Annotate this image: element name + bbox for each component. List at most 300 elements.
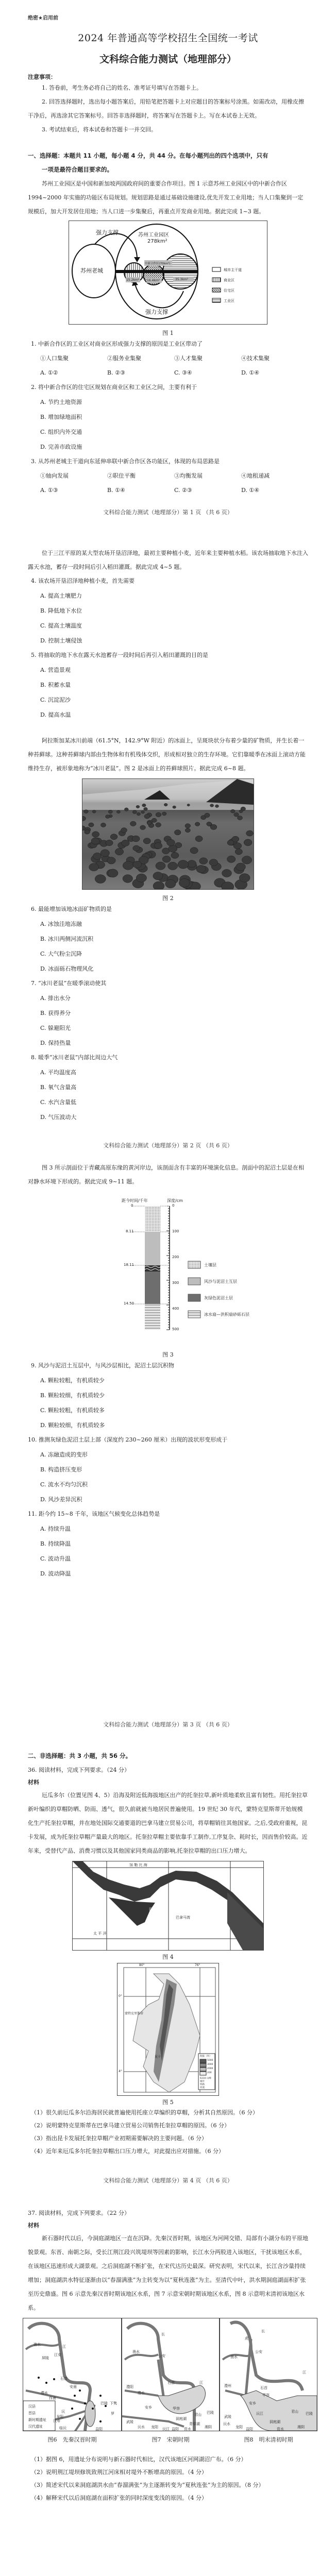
figure-2-caption: 图 2 [162, 895, 174, 902]
choice-item: ④地租递减 [241, 472, 270, 479]
moss-ball [169, 845, 177, 852]
map-label: 沅江 [256, 2412, 263, 2416]
lat-tick: 4° [119, 2070, 122, 2073]
option-c[interactable]: C. 组织内外交通 [40, 429, 82, 435]
option-a[interactable]: A. 冰蚀洼地冻融 [40, 921, 82, 927]
option-d[interactable]: D. 气压波动大 [40, 1114, 77, 1121]
page-footer: 文科综合能力测试（地理部分）第 1 页 （共 6 页） [103, 509, 233, 516]
moss-ball [210, 824, 217, 829]
moss-ball [132, 836, 140, 842]
time-tick: 18.11 [124, 1263, 135, 1267]
figure-8 [220, 2318, 317, 2444]
q36-material-label: 材料 [28, 1779, 39, 1786]
support-label-bottom: 强力支撑 [145, 309, 168, 315]
option-d[interactable]: D. 提高水温 [40, 711, 71, 718]
moss-ball [171, 852, 179, 858]
neolithic-site [38, 2377, 40, 2379]
neolithic-site [79, 2389, 81, 2392]
option-c[interactable]: C. ②③ [174, 487, 192, 494]
moss-ball [89, 823, 94, 827]
moss-ball-photo [82, 778, 254, 890]
choice-item: ③均衡发展 [174, 472, 203, 479]
moss-ball [244, 839, 252, 846]
moss-ball [234, 812, 239, 817]
moss-ball [246, 831, 254, 836]
map-label: 作唐 [49, 2396, 56, 2400]
moss-ball [164, 803, 167, 806]
map-label: 龙阳 [56, 2415, 63, 2419]
question-stem: 1. 中新合作区的工业区对商业区形成强力支撑的原因是工业区带动了 [31, 341, 203, 347]
map-label: 巴陵 [306, 2412, 313, 2416]
map-label: 临沅 [59, 2426, 66, 2430]
figure-6-caption: 图6 先秦汉晋时期 [47, 2436, 97, 2443]
neolithic-site [92, 2408, 94, 2410]
option-a[interactable]: A. 营造景观 [40, 667, 71, 673]
moss-ball [227, 840, 234, 845]
moss-ball [227, 856, 236, 862]
option-d[interactable]: D. 完善市政设施 [40, 444, 82, 450]
option-a[interactable]: A. 排出水分 [40, 995, 71, 1002]
moss-ball [236, 863, 246, 871]
option-c[interactable]: C. 提高土壤温度 [40, 622, 82, 629]
industrial-area-label: 35.3km² [175, 278, 189, 281]
time-tick: 0 [131, 1204, 133, 1208]
choice-item: ①轴向发展 [40, 472, 69, 479]
legend-level: 2000 [207, 2067, 213, 2070]
neolithic-site [99, 2395, 102, 2397]
option-a[interactable]: A. 冻融造成的变形 [40, 1451, 88, 1458]
moss-ball [156, 862, 165, 870]
city-montecristi: 蒙特克里斯蒂 [125, 2012, 144, 2015]
section-2-heading: 二、非选择题：共 3 小题，共 56 分。 [28, 1752, 132, 1759]
map-label: 安乡 [145, 2405, 152, 2410]
figure-5-svg [117, 1963, 219, 2095]
exam-page-4 [0, 1728, 336, 2184]
moss-ball [121, 828, 127, 833]
commercial-area-label: 15.2km² [126, 278, 140, 282]
q36-title: 36. 阅读材料，完成下列要求。（24 分） [28, 1767, 130, 1773]
soil-layer [145, 1206, 160, 1232]
moss-ball [215, 805, 219, 808]
legend-item: 城市 [200, 2080, 205, 2083]
question-7 [28, 976, 308, 1050]
question-10 [28, 1433, 308, 1507]
option-d[interactable]: D. 冰面砾石物理风化 [40, 965, 94, 972]
map-label: 澧水 [138, 2391, 145, 2395]
moss-ball [209, 859, 218, 866]
option-b[interactable]: B. 冰川两侧河流沉积 [40, 936, 94, 942]
option-b[interactable]: B. 持续降温 [40, 1540, 71, 1547]
moss-ball [140, 825, 146, 830]
option-a[interactable]: A. ①③ [40, 487, 58, 494]
option-c[interactable]: C. 水汽含量低 [40, 1099, 77, 1106]
dongting-maps [23, 2318, 315, 2444]
notice-item: 2. 回答选择题时，选出每小题答案后，用铅笔把答题卡上对应题目的答案标号涂黑。如需改动，用橡皮擦干净后，再选涂其它答案标号。回答非选择题时，将答案写在答题卡上。写在本试卷上无效。 [28, 98, 304, 119]
choice-item: ②服务业集聚 [107, 355, 141, 362]
map-label: 沅水 [223, 2422, 230, 2426]
figure-5-caption: 图 5 [162, 2099, 174, 2106]
moss-ball [162, 812, 166, 816]
exam-page-1 [0, 0, 336, 516]
option-c[interactable]: C. ③④ [174, 369, 192, 376]
choice-item: ③人才集聚 [174, 355, 203, 362]
moss-ball [239, 810, 243, 813]
depth-tick: 0 [172, 1204, 175, 1208]
question-stem: 6. 最能增加该地冰面矿物质的是 [31, 906, 112, 912]
neolithic-site [79, 2418, 81, 2420]
map-label: 渔水 [33, 2343, 41, 2347]
section-1-heading: 一、选择题：本题共 11 小题，每小题 4 分，共 44 分。在每小题列出的四个选项中，只有 [28, 152, 268, 159]
option-d[interactable]: D. 保持热量 [40, 1040, 71, 1046]
moss-ball [124, 808, 128, 811]
lat-tick: 0° [119, 1994, 122, 1998]
map-label: 龙阳 [151, 2425, 158, 2429]
moss-ball [82, 816, 86, 821]
legend-soil: 土壤层 [204, 1263, 216, 1267]
moss-ball [133, 845, 140, 851]
moss-ball [185, 828, 190, 833]
figure-3-profile [90, 1196, 260, 1345]
moss-ball [205, 813, 210, 817]
moss-ball [210, 804, 214, 807]
moss-ball [199, 858, 208, 865]
option-c[interactable]: C. 颗粒较粗，有机质较多 [40, 1407, 105, 1414]
option-d[interactable]: D. 波动降温 [40, 1570, 71, 1577]
time-tick: 8.11 [126, 1229, 134, 1233]
moss-ball [185, 824, 191, 828]
moss-ball [239, 874, 250, 883]
page-footer: 文科综合能力测试（地理部分）第 2 页 （共 6 页） [103, 1142, 233, 1149]
main-road [115, 270, 198, 273]
option-d[interactable]: D. 风沙差异沉积 [40, 1496, 82, 1503]
moss-ball [231, 809, 236, 813]
neolithic-site [99, 2420, 102, 2422]
question-1 [28, 337, 308, 380]
q37-material-label: 材料 [28, 2222, 39, 2229]
moss-ball [153, 882, 164, 889]
choice-item: ④技术集聚 [241, 355, 270, 362]
option-d[interactable]: D. ①④ [241, 369, 260, 376]
exam-page-3 [0, 1149, 336, 1728]
option-a[interactable]: A. 颗粒较粗，有机质较少 [40, 1377, 105, 1384]
option-d[interactable]: D. ①④ [241, 487, 260, 494]
moss-balls [82, 803, 253, 889]
figure-3-caption: 图 3 [162, 1351, 174, 1358]
map-label: 青草湖 [189, 2422, 200, 2426]
moss-ball [173, 806, 176, 808]
legend-level: 5000 [207, 2059, 213, 2062]
map-label: 巴陵 [100, 2401, 108, 2405]
moss-ball [190, 848, 198, 854]
q37-sub: （3）简述宋代以来洞庭湖洪水由“春溜满张”为主逐渐转变为“夏秋连张”为主的原因。（8 分） [31, 2482, 264, 2488]
q37-material: 新石器时代以后，今洞庭湖地区一直在沉降。先秦汉晋时期，该地区为河网交错、局部有小湖分布的平原地貌景观。东晋、南朝之际，受长江荆江段兴筑堤坝等因素的影响，长江水分两股进入该地区，干扰该地区水系，在该地区迅速形成大湖景观。之后洞庭湖不断扩张，在宋代达历史最深。研究表明，宋代以来，长江含沙量持续增加；洞庭湖洪水特征逐渐由以“春溜满涨”为主转变为以“夏秋连涨”为主。至清代中叶，洪水期洞庭湖面积扩张至历史鼎盛。图 6 示意先秦汉晋时期该地区水系，图 7 示意宋朝时期该地区水系，图 8 示意明末清初该地区水系。 [28, 2235, 308, 2311]
question-stem: 11. 距今约 15~8 千年，该地区气候变化总体趋势是 [28, 1511, 160, 1517]
map-label: 湘阴 [205, 2425, 212, 2429]
exam-page-2 [0, 516, 336, 1149]
depth-tick: 100 [172, 1229, 179, 1233]
moss-ball [179, 879, 190, 888]
map-label: 龙阳 [236, 2425, 243, 2429]
moss-ball [130, 821, 136, 826]
map-label: 澧州 [224, 2384, 231, 2388]
neolithic-site [45, 2382, 47, 2384]
question-stem: 4. 该农场开垦沼泽地种植小麦，首先需要 [31, 578, 135, 584]
moss-ball [144, 814, 150, 819]
moss-ball [133, 861, 142, 868]
option-c[interactable]: C. 沉淀泥沙 [40, 697, 71, 703]
dongting-lake [241, 2391, 317, 2431]
question-stem: 9. 风沙与泥沼土互层中，与风沙层相比，泥沼土层沉积物 [31, 1362, 174, 1369]
map-label: 资水 [184, 2427, 191, 2431]
legend-bog: 灰绿色泥沼土层 [204, 1296, 233, 1300]
moss-ball [235, 849, 242, 855]
map-label: 澧水 [41, 2391, 48, 2395]
residential-area-label: 16.4km² [147, 279, 160, 282]
azuero-peninsula [109, 1897, 155, 1926]
option-a[interactable]: A. 持续升温 [40, 1526, 71, 1532]
q36-sub: （1）很久前厄瓜多尔沿海居民就普遍使用托座立草编织的草帽，分析其自然原因。（6 分） [31, 2109, 258, 2116]
legend-item: 铁路 [200, 2083, 205, 2086]
map-label: 公安 [255, 2350, 262, 2354]
option-c[interactable]: C. 流水不均匀沉积 [40, 1481, 88, 1488]
neolithic-site [74, 2395, 76, 2397]
depth-tick: 400 [172, 1307, 179, 1311]
moss-ball [91, 838, 99, 844]
option-a[interactable]: A. 节约土地资源 [40, 399, 82, 405]
map-label: 沅江 [162, 2427, 170, 2431]
confidential-mark: 绝密★启用前 [28, 15, 58, 21]
moss-ball [137, 812, 140, 816]
moss-ball [95, 875, 106, 884]
moss-ball [106, 815, 110, 819]
notice-heading: 注意事项： [28, 74, 56, 80]
gravel-layer [145, 1304, 160, 1330]
zone-label: 中新合作区(70km²) [145, 262, 171, 265]
map-label: 江安 [54, 2353, 61, 2357]
exam-page-5 [0, 2184, 336, 2576]
map-label: 沅水 [138, 2425, 145, 2429]
figure-6-svg [23, 2318, 121, 2431]
option-b[interactable]: B. 颗粒较细，有机质较少 [40, 1392, 105, 1399]
moss-ball [238, 816, 243, 820]
moss-ball [132, 810, 137, 814]
map-label: 洞庭湖 [270, 2420, 280, 2424]
figure-4-caption: 图 4 [162, 1954, 174, 1960]
exam-title: 2024 年普通高等学校招生全国统一考试 [78, 32, 258, 44]
moss-ball [143, 838, 150, 844]
moss-ball [100, 850, 109, 857]
moss-ball [93, 853, 102, 859]
map-label: 安南 [70, 2385, 77, 2389]
question-4 [28, 574, 308, 648]
legend-road: 城市主干道 [224, 268, 242, 272]
group3-intro: 阿拉斯加某冰川前端（61.5°N，142.9°W 附近）的冰面上，呈斑块状分布着少量的矿物质，并生长着一种苔藓球。这种苔藓球内部由生物体和有机残体交织，形成相对独立的生存环境。它们靠暖季在冰面上滚动方能维持生存，被形象地称为“冰川老鼠”。图 2 是冰面上的苔藓球照片。据此完成 6~8 题。 [28, 737, 306, 772]
moss-ball [195, 836, 203, 841]
map-label: 虎 [245, 2336, 248, 2341]
option-c[interactable]: C. 大气粉尘沉降 [40, 951, 82, 957]
option-b[interactable]: B. 降低地下水位 [40, 607, 82, 614]
neolithic-site [71, 2408, 73, 2410]
map-label: 罗 [111, 2412, 114, 2416]
map-label: 屏陵 [42, 2356, 49, 2360]
option-b[interactable]: B. ①④ [107, 487, 125, 494]
map-label: 下隽 [110, 2401, 117, 2405]
option-b[interactable]: B. 增加绿地面积 [40, 414, 82, 420]
moss-ball [108, 869, 118, 877]
question-stem: 8. 暖季“冰川老鼠”内部比周边大气 [31, 1054, 118, 1061]
figure-4-svg [73, 1861, 263, 1950]
neolithic-site [84, 2402, 86, 2404]
moss-ball [167, 839, 175, 846]
moss-ball [92, 810, 96, 814]
figure-7-caption: 图7 宋朝时期 [152, 2436, 190, 2443]
moss-ball [195, 822, 199, 826]
map-label: 华容 [262, 2393, 270, 2397]
question-2 [28, 380, 308, 454]
figure-6 [23, 2318, 122, 2444]
moss-ball [187, 860, 196, 868]
question-stem: 2. 将中新合作区的住宅区规划在商业区和工业区之间，主要有利于 [31, 384, 197, 391]
moss-ball [196, 866, 206, 873]
moss-ball [136, 874, 146, 882]
park-area-label: 278km² [147, 239, 167, 244]
option-b[interactable]: B. 氧气含量高 [40, 1084, 77, 1091]
question-3 [28, 454, 308, 498]
map-label: 江 [199, 2381, 203, 2385]
moss-ball [123, 861, 133, 870]
figure-7 [122, 2318, 220, 2444]
option-c[interactable]: C. 波动升温 [40, 1555, 71, 1562]
pacific-label: 太 平 洋 [93, 1931, 107, 1936]
question-stem: 5. 将抽取的地下水在露天水池蓄存一段时间后再引入稻田灌溉的目的是 [31, 652, 208, 658]
moss-ball [123, 875, 132, 883]
moss-ball [141, 811, 145, 814]
exam-subtitle: 文科综合能力测试（地理部分） [99, 54, 237, 65]
moss-ball [122, 840, 130, 846]
lon-tick: 80° [139, 1963, 145, 1967]
time-axis-label: 距今时间/千年 [122, 1198, 148, 1203]
moss-ball [116, 810, 120, 814]
q36-material: 厄瓜多尔（位置见图 4、5）沿海及附近低海拔地区出产的托奎拉草,新叶质地柔软且富有韧性。用托奎拉草新叶编织的草帽防晒、防雨、透气，很久前就被当地居民普遍使用。19 世纪 30 年代，蒙特克里斯蒂开始规模化生产托奎拉草帽，并在地处国际交通要道的巴拿马建立贸易公司，将草帽销往其他国家。之后,受政府重视，昆卡发展，成为托奎拉草帽产量最大的地区。托奎拉草帽主要依靠手工制作,工序复杂、耗时长，因而售价较高。近年来，受替代产品、消费习惯以及其他国家同类商品的影响,托奎拉草帽的出口压力增大。 [28, 1792, 308, 1854]
legend-aeolian: 风沙与泥沼土互层 [204, 1279, 237, 1284]
moss-ball [178, 860, 188, 869]
q36-sub: （2）说明蒙特克里斯蒂在巴拿马建立贸易公司销售托奎拉草帽的原因。（6 分） [31, 2122, 230, 2129]
group1-intro: 苏州工业园区是中国和新加坡两国政府间的重要合作项目。图 1 示意苏州工业园区中的中新合作区 1994~2000 年实施的功能区布局规划。规划思路是通过基础设施建设,优先开发工业用地；当人口集聚到一定规模后，加大开发居住用地；当人口进一步集聚后，再重点开发商业用地。据此完成 1~3 题。 [28, 180, 304, 215]
choice-item: ②职住平衡 [107, 472, 136, 479]
map-legend: 晋县 [28, 2411, 36, 2415]
depth-axis-label: 深度/cm [167, 1198, 183, 1203]
map-label: 华容 [173, 2406, 180, 2411]
map-label: 武陵 [224, 2415, 231, 2419]
page-footer: 文科综合能力测试（地理部分）第 3 页 （共 6 页） [103, 1721, 233, 1728]
moss-ball [242, 856, 251, 864]
moss-ball [156, 812, 161, 817]
question-9 [28, 1359, 308, 1433]
moss-ball [162, 856, 171, 862]
legend-item: 河流 [200, 2087, 205, 2089]
map-legend: 汉代遗址 [28, 2425, 43, 2429]
option-a[interactable]: A. 平均温度高 [40, 1069, 76, 1076]
moss-ball [89, 863, 99, 871]
option-b[interactable]: B. 获得养分 [40, 1010, 71, 1016]
moss-ball [187, 804, 190, 806]
map-label: 武陵 [126, 2420, 133, 2424]
notice-item: 3. 考试结束后，将本试卷和答题卡一并交回。 [42, 126, 157, 133]
figure-1-caption: 图 1 [162, 330, 174, 336]
moss-ball-photo-svg [82, 779, 254, 889]
option-b[interactable]: B. ②③ [107, 369, 125, 376]
map-label: 君山 [291, 2410, 298, 2414]
question-stem: 7. “冰川老鼠”在暖季滚动使其 [31, 980, 107, 987]
question-8 [28, 1050, 308, 1125]
lon-tick: 76° [195, 1963, 200, 1967]
map-label: 巴陵 [207, 2411, 214, 2415]
option-a[interactable]: A. 提高土壤肥力 [40, 592, 82, 599]
option-d[interactable]: D. 颗粒较细，有机质较多 [40, 1422, 105, 1429]
moss-ball [156, 823, 161, 827]
moss-ball [107, 857, 116, 864]
map-label: 君山 [194, 2413, 201, 2417]
map-legend: 新时期遗址 [28, 2418, 46, 2422]
option-a[interactable]: A. ①② [40, 369, 58, 376]
choice-item: ①人口集聚 [40, 355, 69, 362]
support-label-top: 强力支撑 [96, 229, 119, 236]
map-label: 益阳 [95, 2427, 103, 2431]
option-b[interactable]: B. 构造挤压变形 [40, 1466, 82, 1473]
option-b[interactable]: B. 积蓄水量 [40, 682, 71, 688]
map-label: 江 [62, 2345, 66, 2349]
figure-7-svg [122, 2318, 219, 2431]
map-label: 江 [303, 2370, 306, 2375]
moss-ball [147, 821, 152, 825]
option-d[interactable]: D. 控制土壤侵蚀 [40, 637, 82, 644]
question-5 [28, 648, 308, 722]
map-label: 石首 [60, 2377, 68, 2381]
figure-4-map [72, 1861, 264, 1951]
legend-residential: 住宅区 [224, 289, 234, 293]
figure-5-map [117, 1963, 219, 2096]
moss-ball [222, 869, 232, 877]
legend-commercial: 商业区 [224, 278, 234, 282]
map-label: 汉寿 [53, 2419, 60, 2423]
aeolian-layer [145, 1232, 160, 1265]
moss-ball [142, 804, 146, 807]
map-label: 长 [161, 2332, 165, 2336]
city-cuenca: 昆卡 [155, 2055, 161, 2059]
time-tick: 14.50 [124, 1301, 135, 1306]
depth-tick: 200 [172, 1255, 179, 1259]
figure-3-svg [90, 1196, 260, 1345]
moss-ball [92, 832, 99, 837]
moss-ball [108, 810, 112, 814]
neolithic-site [53, 2378, 55, 2380]
legend-title: 海拔（米） [200, 2055, 212, 2058]
q37-sub: （2）说明荆江堤坝修筑致荆江河床相对堤外不断增高的原因。（4 分） [31, 2469, 207, 2476]
moss-ball [153, 872, 163, 880]
option-c[interactable]: C. 躲避阳光 [40, 1025, 71, 1031]
moss-ball [144, 807, 148, 810]
figure-8-caption: 图8 明末清初时期 [244, 2436, 293, 2443]
question-stem: 3. 从苏州老城主干道向东延伸串联中新合作区各功能区，体现的布局思路是 [31, 458, 220, 465]
q37-title: 37. 阅读材料，完成下列要求。（22 分） [28, 2210, 130, 2216]
group4-intro: 图 3 所示剖面位于青藏高原东缘的黄河岸边，该剖面含有丰富的环境演化信息。剖面中的泥沼土层是在相对静水环境下形成的。据此完成 9~11 题。 [28, 1164, 304, 1185]
moss-ball [85, 830, 90, 834]
moss-ball [100, 823, 106, 827]
figure-1-diagram [69, 221, 267, 325]
depth-tick: 300 [172, 1281, 179, 1285]
map-label: 洞庭湖 [176, 2417, 187, 2421]
moss-ball [106, 840, 113, 845]
